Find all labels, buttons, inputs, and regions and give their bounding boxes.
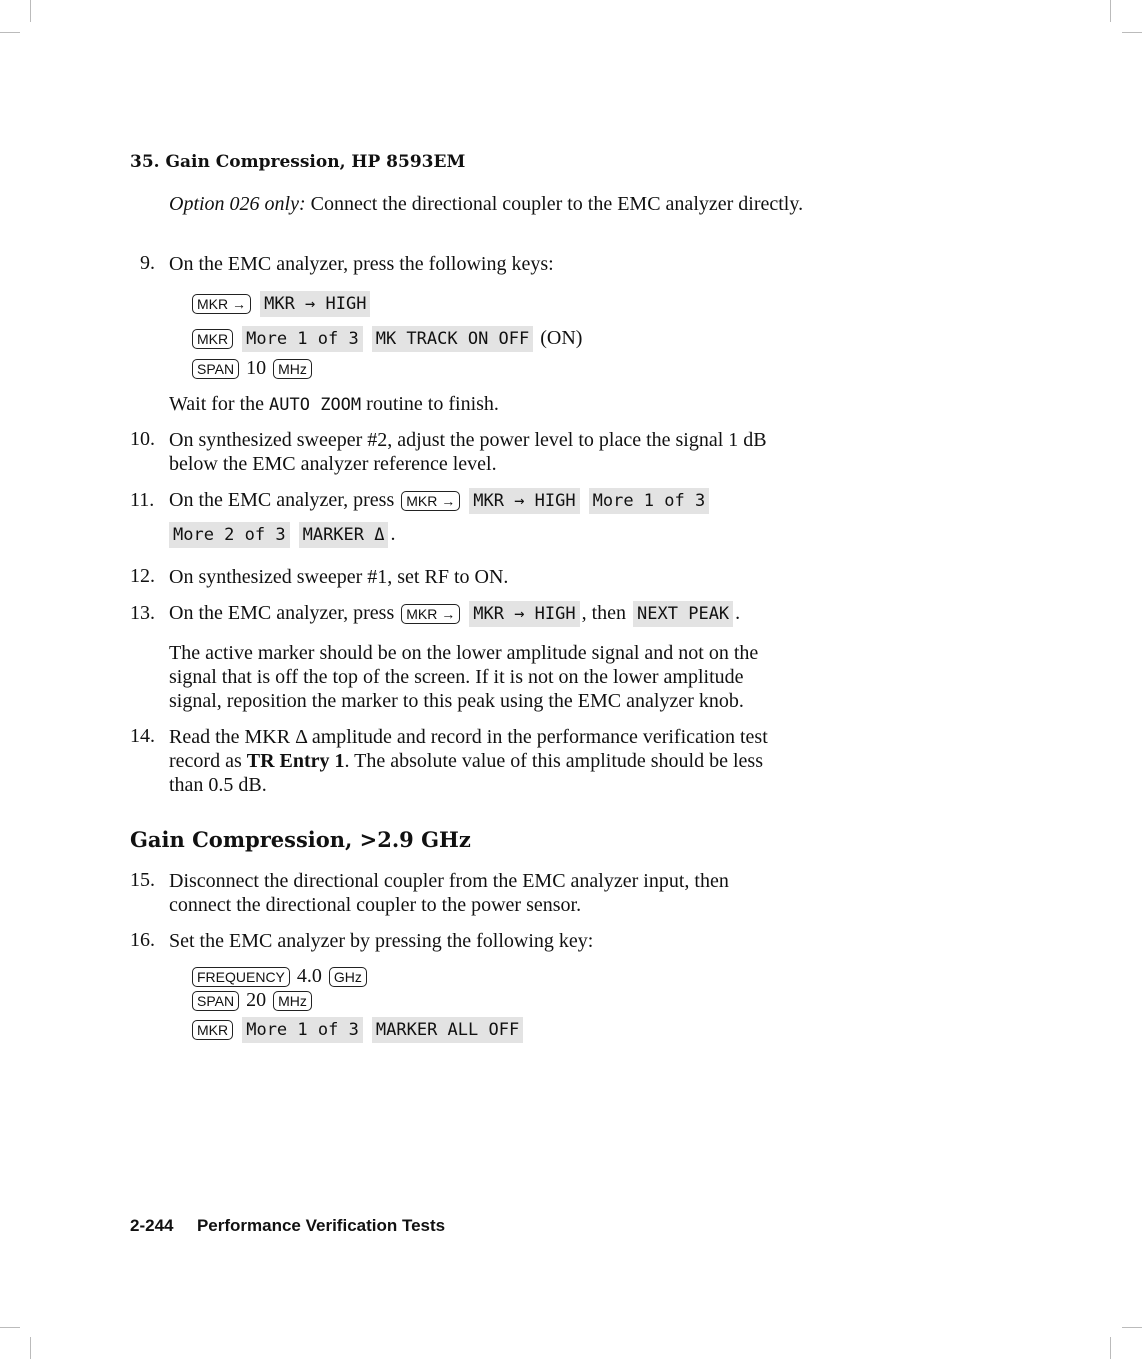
crop-mark <box>0 1327 20 1328</box>
mkr-arrow-key[interactable]: MKR → <box>401 604 460 624</box>
on-state-text: (ON) <box>540 327 583 349</box>
step-9-text: On the EMC analyzer, press the following keys: <box>169 253 554 275</box>
period: . <box>390 523 396 545</box>
key-sequence-1 <box>190 291 372 317</box>
step-10-text <box>169 428 889 476</box>
auto-zoom-code: AUTO ZOOM <box>269 395 362 415</box>
span-value: 10 <box>246 357 267 379</box>
wait-post: routine to finish. <box>366 393 499 415</box>
next-peak-softkey[interactable]: NEXT PEAK <box>633 601 733 627</box>
note-line: signal, reposition the marker to this peak using the EMC analyzer knob. <box>169 690 744 712</box>
period: . <box>735 602 741 624</box>
page-number: 2-244 <box>130 1216 174 1235</box>
more-1-of-3-softkey[interactable]: More 1 of 3 <box>242 326 363 352</box>
record-as: record as <box>169 750 242 772</box>
footer-title: Performance Verification Tests <box>196 1216 446 1235</box>
key-sequence-6 <box>190 1017 525 1043</box>
step-16-text: Set the EMC analyzer by pressing the following key: <box>169 930 594 952</box>
marker-all-off-softkey[interactable]: MARKER ALL OFF <box>372 1017 523 1043</box>
more-1-of-3-softkey[interactable]: More 1 of 3 <box>589 488 710 514</box>
step-number: 10. <box>130 428 155 450</box>
step-14-line: than 0.5 dB. <box>169 774 267 796</box>
step-15-line: connect the directional coupler to the power sensor. <box>169 894 582 916</box>
mkr-key[interactable]: MKR <box>192 329 233 349</box>
step-11-line1 <box>169 488 889 514</box>
crop-mark <box>1110 0 1111 22</box>
more-2-of-3-softkey[interactable]: More 2 of 3 <box>169 522 290 548</box>
subheading: Gain Compression, >2.9 GHz <box>130 827 471 852</box>
wait-text <box>169 392 889 417</box>
crop-mark <box>30 1337 31 1359</box>
page-footer <box>130 1216 445 1236</box>
step-13-note <box>169 641 889 713</box>
span-key[interactable]: SPAN <box>192 359 239 379</box>
crop-mark <box>1122 1327 1142 1328</box>
step-15-line: Disconnect the directional coupler from the EMC analyzer input, then <box>169 870 729 892</box>
tr-entry: TR Entry 1 <box>246 750 345 772</box>
step-number: 9. <box>140 252 155 274</box>
step-number: 15. <box>130 869 155 891</box>
span-key[interactable]: SPAN <box>192 991 239 1011</box>
more-1-of-3-softkey[interactable]: More 1 of 3 <box>242 1017 363 1043</box>
step-number: 14. <box>130 725 155 747</box>
crop-mark <box>30 0 31 22</box>
crop-mark <box>0 32 20 33</box>
wait-pre: Wait for the <box>169 393 265 415</box>
step-10-line: On synthesized sweeper #2, adjust the power level to place the signal 1 dB <box>169 429 767 451</box>
span-value: 20 <box>246 989 267 1011</box>
key-sequence-2 <box>190 326 582 352</box>
marker-delta-softkey[interactable]: MARKER Δ <box>299 522 389 548</box>
step-13-pre: On the EMC analyzer, press <box>169 602 395 624</box>
step-14-rest: . The absolute value of this amplitude should be less <box>344 750 763 772</box>
key-sequence-4 <box>190 964 369 988</box>
mhz-key[interactable]: MHz <box>273 359 312 379</box>
frequency-value: 4.0 <box>296 965 322 987</box>
key-sequence-3 <box>190 356 314 380</box>
step-14-line: Read the MKR Δ amplitude and record in the performance verification test <box>169 726 768 748</box>
step-number: 13. <box>130 602 155 624</box>
step-number: 11. <box>130 489 155 511</box>
then-text: , then <box>581 602 627 624</box>
option-note <box>169 192 889 216</box>
section-heading: 35. Gain Compression, HP 8593EM <box>130 152 466 172</box>
option-label: Option 026 only: <box>169 193 306 215</box>
step-12-text: On synthesized sweeper #1, set RF to ON. <box>169 566 509 588</box>
ghz-key[interactable]: GHz <box>329 967 367 987</box>
mkr-high-softkey[interactable]: MKR → HIGH <box>260 291 370 317</box>
mkr-high-softkey[interactable]: MKR → HIGH <box>469 488 579 514</box>
mk-track-softkey[interactable]: MK TRACK ON OFF <box>372 326 534 352</box>
step-number: 16. <box>130 929 155 951</box>
frequency-key[interactable]: FREQUENCY <box>192 967 290 987</box>
option-text: Connect the directional coupler to the EMC analyzer directly. <box>310 193 804 215</box>
mkr-arrow-key[interactable]: MKR → <box>192 294 251 314</box>
step-15-text <box>169 869 889 917</box>
note-line: The active marker should be on the lower amplitude signal and not on the <box>169 642 759 664</box>
mkr-arrow-key[interactable]: MKR → <box>401 491 460 511</box>
key-sequence-5 <box>190 988 314 1012</box>
step-11-pre: On the EMC analyzer, press <box>169 489 395 511</box>
mhz-key[interactable]: MHz <box>273 991 312 1011</box>
step-13-line <box>169 601 889 627</box>
crop-mark <box>1122 32 1142 33</box>
crop-mark <box>1110 1337 1111 1359</box>
step-11-line2 <box>167 522 887 548</box>
mkr-high-softkey[interactable]: MKR → HIGH <box>469 601 579 627</box>
note-line: signal that is off the top of the screen. If it is not on the lower amplitude <box>169 666 744 688</box>
step-10-line: below the EMC analyzer reference level. <box>169 453 497 475</box>
mkr-key[interactable]: MKR <box>192 1020 233 1040</box>
step-14-line2 <box>169 749 889 773</box>
step-14-text <box>169 725 889 797</box>
step-number: 12. <box>130 565 155 587</box>
